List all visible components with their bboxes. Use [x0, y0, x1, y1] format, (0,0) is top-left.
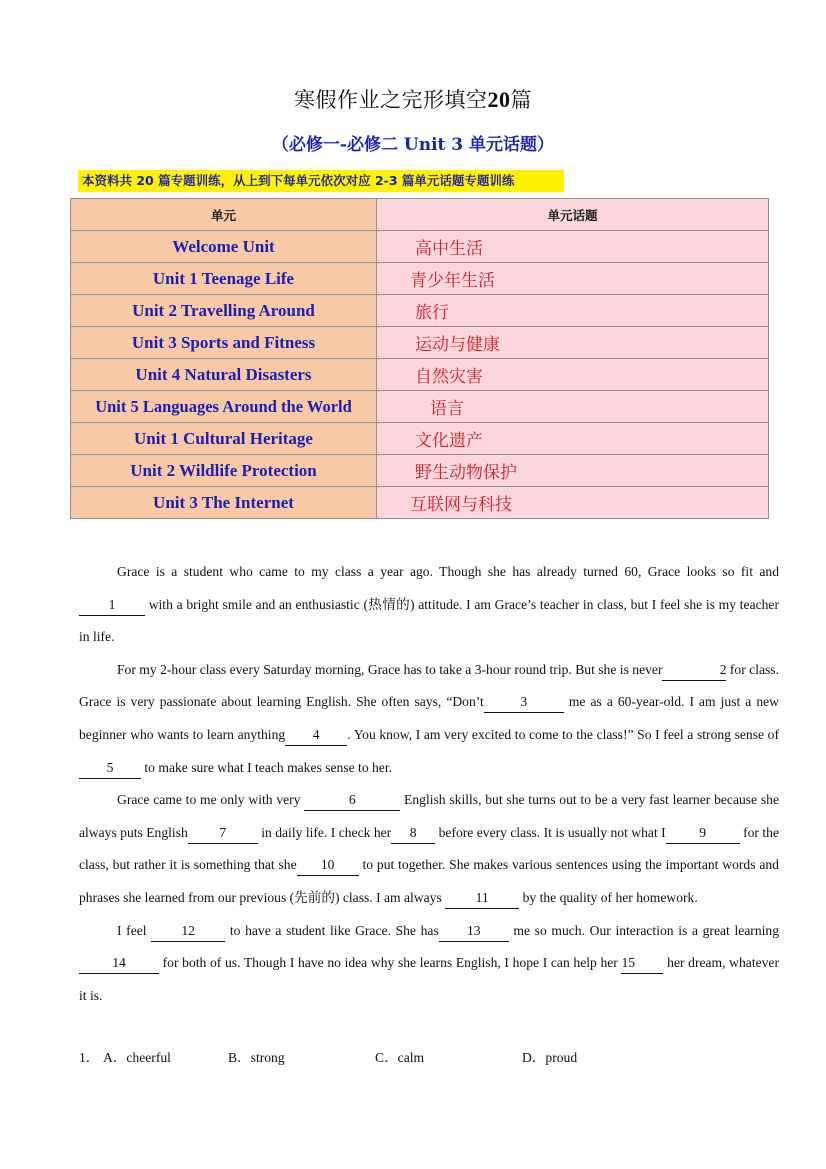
topic-cell: 互联网与科技: [377, 487, 769, 519]
blank-5: 5: [79, 758, 141, 779]
blank-4: 4: [285, 725, 347, 746]
topic-cell: 高中生活: [377, 231, 769, 263]
paragraph-3: Grace came to me only with very 6 English skills, but she turns out to be a very fast learner because she always puts English 7 in daily life. I check her 8 before every class. It is usually not what I 9 for the class, but rather it is something that she 10 to put together. She makes various sentences using the important words and phrases she learned from our previous (先前的) class. I am always 11 by the quality of her homework.: [79, 784, 779, 914]
blank-2: 2: [662, 660, 726, 681]
document-title: 寒假作业之完形填空20篇: [294, 87, 532, 112]
unit-cell: Unit 1 Teenage Life: [71, 263, 377, 295]
table-row: [71, 455, 769, 487]
cloze-passage: [79, 556, 779, 1012]
unit-topic-table: [70, 198, 769, 519]
unit-cell: Unit 3 Sports and Fitness: [71, 327, 377, 359]
option-a: A．cheerful: [103, 1050, 171, 1065]
blank-1: 1: [79, 595, 145, 616]
unit-cell: Welcome Unit: [71, 231, 377, 263]
option-b: B．strong: [228, 1050, 285, 1065]
topic-cell: 野生动物保护: [377, 455, 769, 487]
highlighted-note: 本资料共 20 篇专题训练，从上到下每单元依次对应 2-3 篇单元话题专题训练: [78, 170, 564, 192]
table-header-row: [71, 199, 769, 231]
blank-9: 9: [666, 823, 740, 844]
blank-3: 3: [484, 692, 564, 713]
unit-cell: Unit 1 Cultural Heritage: [71, 423, 377, 455]
table-row: [71, 263, 769, 295]
table-row: [71, 231, 769, 263]
blank-11: 11: [445, 888, 519, 909]
blank-6: 6: [304, 790, 400, 811]
topic-cell: 青少年生活: [377, 263, 769, 295]
option-c: C．calm: [375, 1050, 425, 1065]
paragraph-4: I feel 12 to have a student like Grace. She has 13 me so much. Our interaction is a great learning 14 for both of us. Though I have no idea why she learns English, I hope I can help her 15 her dream, whatever it is.: [79, 922, 779, 1003]
blank-15: 15: [621, 953, 663, 974]
question-1-options: [79, 1042, 577, 1074]
blank-12: 12: [151, 921, 225, 942]
topic-cell: 语言: [377, 391, 769, 423]
document-subtitle: （必修一-必修二 Unit 3 单元话题）: [271, 135, 555, 155]
unit-cell: Unit 2 Wildlife Protection: [71, 455, 377, 487]
table-row: [71, 327, 769, 359]
topic-cell: 文化遗产: [377, 423, 769, 455]
header-unit: 单元: [71, 199, 377, 231]
blank-7: 7: [188, 823, 258, 844]
blank-14: 14: [79, 953, 159, 974]
topic-cell: 运动与健康: [377, 327, 769, 359]
table-row: [71, 423, 769, 455]
question-number: 1．: [79, 1050, 100, 1065]
unit-cell: Unit 4 Natural Disasters: [71, 359, 377, 391]
unit-cell: Unit 5 Languages Around the World: [71, 391, 377, 423]
blank-13: 13: [439, 921, 509, 942]
table-row: [71, 391, 769, 423]
unit-cell: Unit 2 Travelling Around: [71, 295, 377, 327]
table-row: [71, 359, 769, 391]
unit-cell: Unit 3 The Internet: [71, 487, 377, 519]
table-row: [71, 487, 769, 519]
table-row: [71, 295, 769, 327]
topic-cell: 旅行: [377, 295, 769, 327]
header-topic: 单元话题: [377, 199, 769, 231]
option-d: D．proud: [522, 1050, 578, 1065]
paragraph-2: For my 2-hour class every Saturday morning, Grace has to take a 3-hour round trip. But she is never 2 for class. Grace is very passionate about learning English. She often says, “Don’t 3 me as a 60-year-old. I am just a new beginner who wants to learn anything 4 . You know, I am very excited to come to the class!” So I feel a strong sense of5 to make sure what I teach makes sense to her.: [79, 654, 779, 784]
paragraph-1: Grace is a student who came to my class a year ago. Though she has already turned 60, Grace looks so fit and 1 with a bright smile and an enthusiastic (热情的) attitude. I am Grace’s teacher in class, but I feel she is my teacher in life.: [79, 564, 779, 645]
topic-cell: 自然灾害: [377, 359, 769, 391]
blank-8: 8: [391, 823, 435, 844]
blank-10: 10: [297, 855, 359, 876]
